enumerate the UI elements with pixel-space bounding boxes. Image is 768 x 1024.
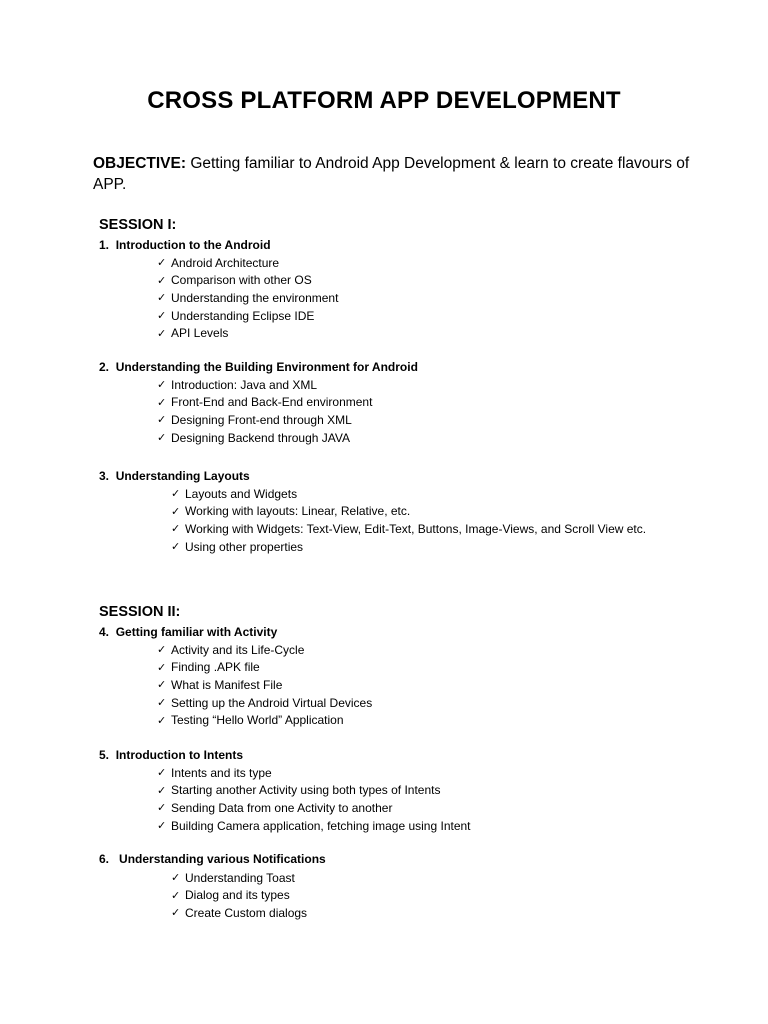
topic-number: 5. (99, 748, 110, 762)
check-mark-icon: ✓ (157, 714, 167, 727)
list-item (157, 376, 372, 394)
check-mark-icon: ✓ (171, 505, 181, 518)
check-mark-icon: ✓ (157, 310, 167, 323)
list-item-text: Finding .APK file (171, 660, 260, 675)
bullet-list (171, 485, 646, 555)
bullet-list (157, 641, 372, 729)
list-item-text: Understanding the environment (171, 290, 339, 305)
list-item-text: Starting another Activity using both types of Intents (171, 783, 441, 798)
check-mark-icon: ✓ (171, 488, 181, 501)
list-item (171, 869, 307, 887)
list-item (157, 694, 372, 712)
list-item-text: Setting up the Android Virtual Devices (171, 695, 373, 710)
check-mark-icon: ✓ (157, 679, 167, 692)
bullet-list (171, 869, 307, 922)
check-mark-icon: ✓ (157, 661, 167, 674)
check-mark-icon: ✓ (171, 872, 181, 885)
check-mark-icon: ✓ (171, 907, 181, 920)
list-item-text: Testing “Hello World” Application (171, 713, 344, 728)
list-item (171, 503, 646, 521)
topic-number: 3. (99, 469, 110, 483)
list-item-text: Understanding Toast (185, 870, 295, 885)
topic-heading (99, 469, 250, 483)
list-item-text: Designing Front-end through XML (171, 412, 352, 427)
topic-heading (99, 748, 243, 762)
check-mark-icon: ✓ (157, 292, 167, 305)
objective-label: OBJECTIVE: (93, 155, 187, 172)
topic-number: 4. (99, 625, 110, 639)
list-item-text: Designing Backend through JAVA (171, 430, 350, 445)
list-item-text: Activity and its Life-Cycle (171, 642, 305, 657)
list-item-text: API Levels (171, 326, 229, 341)
check-mark-icon: ✓ (157, 767, 167, 780)
list-item (157, 307, 338, 325)
check-mark-icon: ✓ (157, 414, 167, 427)
list-item-text: Dialog and its types (185, 888, 290, 903)
list-item (157, 782, 471, 800)
list-item (171, 520, 646, 538)
topic-number: 2. (99, 360, 110, 374)
session-heading: SESSION I: (99, 217, 177, 233)
list-item-text: Introduction: Java and XML (171, 377, 318, 392)
check-mark-icon: ✓ (157, 820, 167, 833)
list-item (157, 659, 372, 677)
check-mark-icon: ✓ (171, 541, 181, 554)
topic-heading (99, 852, 326, 866)
list-item (157, 289, 338, 307)
list-item-text: Using other properties (185, 539, 304, 554)
check-mark-icon: ✓ (157, 274, 167, 287)
list-item-text: Working with layouts: Linear, Relative, etc. (185, 504, 411, 519)
list-item (157, 764, 471, 782)
list-item (157, 411, 372, 429)
list-item (171, 904, 307, 922)
objective-text: Getting familiar to Android App Development & learn to create flavours of APP. (93, 155, 690, 193)
list-item-text: Working with Widgets: Text-View, Edit-Text, Buttons, Image-Views, and Scroll View etc. (185, 521, 647, 536)
check-mark-icon: ✓ (157, 396, 167, 409)
check-mark-icon: ✓ (171, 889, 181, 902)
objective-paragraph (93, 153, 693, 195)
topic-number: 6. (99, 852, 110, 866)
topic-heading (99, 238, 271, 252)
bullet-list (157, 764, 471, 834)
check-mark-icon: ✓ (157, 644, 167, 657)
list-item (157, 272, 338, 290)
check-mark-icon: ✓ (157, 432, 167, 445)
list-item-text: Sending Data from one Activity to another (171, 800, 393, 815)
topic-title: Introduction to the Android (115, 238, 271, 252)
list-item-text: What is Manifest File (171, 677, 283, 692)
topic-title: Introduction to Intents (115, 748, 243, 762)
list-item-text: Android Architecture (171, 255, 280, 270)
bullet-list (157, 376, 372, 446)
check-mark-icon: ✓ (157, 802, 167, 815)
list-item-text: Front-End and Back-End environment (171, 395, 373, 410)
list-item (157, 711, 372, 729)
list-item (171, 538, 646, 556)
check-mark-icon: ✓ (157, 257, 167, 270)
topic-title: Understanding the Building Environment for Android (115, 360, 418, 374)
list-item-text: Comparison with other OS (171, 273, 312, 288)
topic-heading (99, 360, 418, 374)
list-item (157, 817, 471, 835)
list-item (157, 676, 372, 694)
check-mark-icon: ✓ (157, 697, 167, 710)
list-item (157, 254, 338, 272)
list-item-text: Layouts and Widgets (185, 486, 298, 501)
check-mark-icon: ✓ (171, 523, 181, 536)
topic-title: Getting familiar with Activity (115, 625, 278, 639)
topic-number: 1. (99, 238, 110, 252)
list-item (157, 394, 372, 412)
list-item (157, 429, 372, 447)
list-item (157, 799, 471, 817)
page-title: CROSS PLATFORM APP DEVELOPMENT (147, 87, 621, 114)
topic-heading (99, 625, 277, 639)
list-item-text: Create Custom dialogs (185, 905, 308, 920)
list-item (171, 887, 307, 905)
list-item-text: Intents and its type (171, 765, 272, 780)
list-item (171, 485, 646, 503)
check-mark-icon: ✓ (157, 327, 167, 340)
list-item (157, 641, 372, 659)
check-mark-icon: ✓ (157, 379, 167, 392)
list-item-text: Understanding Eclipse IDE (171, 308, 315, 323)
topic-title: Understanding various Notifications (119, 852, 326, 866)
list-item-text: Building Camera application, fetching image using Intent (171, 818, 471, 833)
bullet-list (157, 254, 338, 342)
topic-title: Understanding Layouts (115, 469, 250, 483)
check-mark-icon: ✓ (157, 784, 167, 797)
session-heading: SESSION II: (99, 604, 181, 620)
list-item (157, 324, 338, 342)
